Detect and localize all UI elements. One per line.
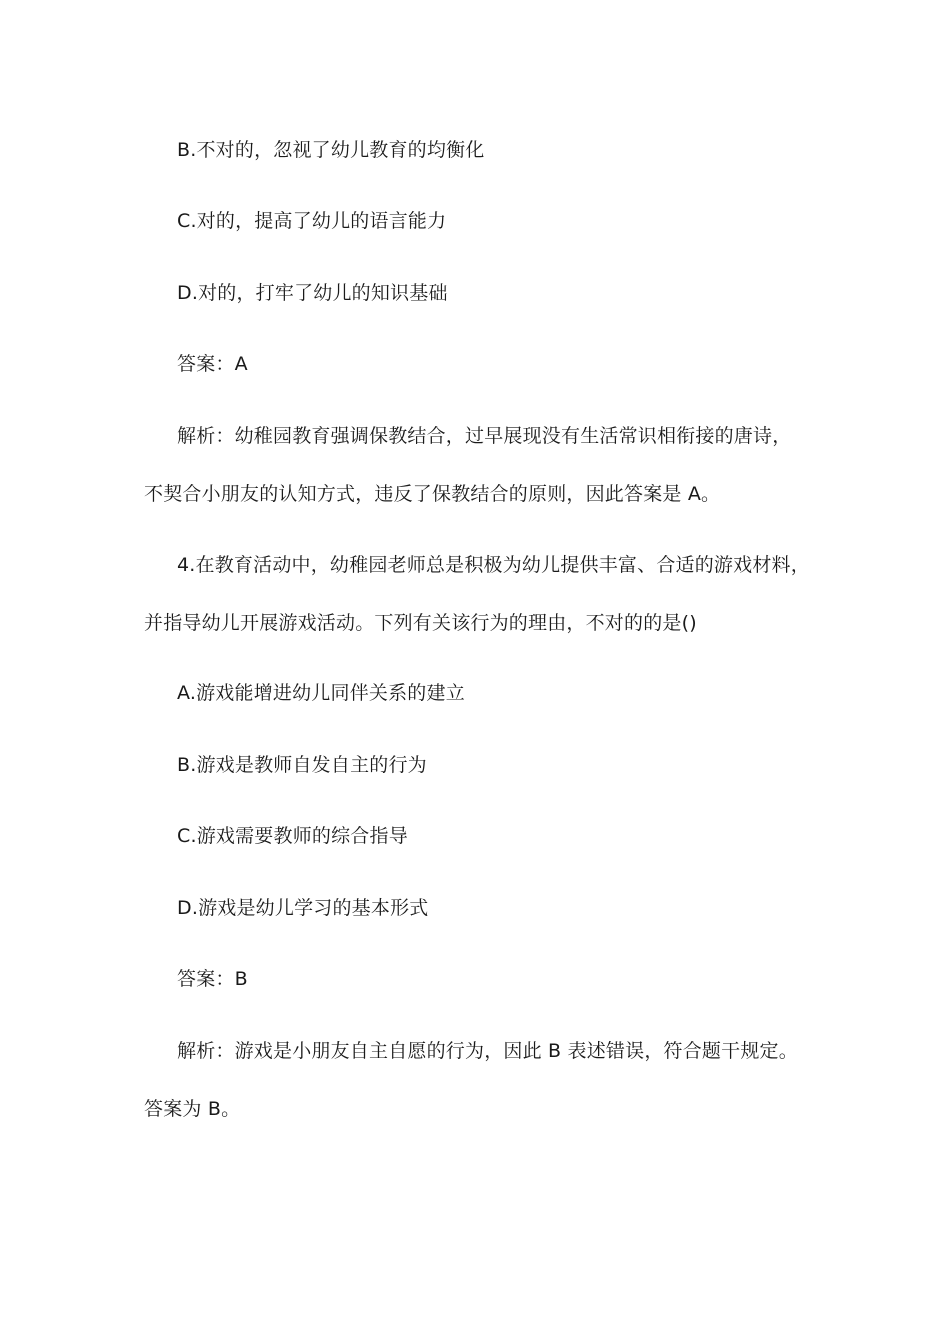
q4-question-line2: 并指导幼儿开展游戏活动。下列有关该行为的理由，不对的的是() <box>144 612 697 634</box>
q3-analysis-line2: 不契合小朋友的认知方式，违反了保教结合的原则，因此答案是 A。 <box>144 483 721 505</box>
q4-analysis-line2: 答案为 B。 <box>144 1098 241 1120</box>
q4-option-d: D.游戏是幼儿学习的基本形式 <box>177 897 429 919</box>
q4-analysis-line1: 解析：游戏是小朋友自主自愿的行为，因此 B 表述错误，符合题干规定。 <box>177 1040 798 1062</box>
q4-answer: 答案：B <box>177 968 248 990</box>
q3-analysis-line1: 解析：幼稚园教育强调保教结合，过早展现没有生活常识相衔接的唐诗， <box>177 425 792 447</box>
q4-question-line1: 4.在教育活动中，幼稚园老师总是积极为幼儿提供丰富、合适的游戏材料， <box>177 554 810 576</box>
q4-option-a: A.游戏能增进幼儿同伴关系的建立 <box>177 682 465 704</box>
q3-option-d: D.对的，打牢了幼儿的知识基础 <box>177 282 448 304</box>
q4-option-b: B.游戏是教师自发自主的行为 <box>177 754 427 776</box>
q3-option-c: C.对的，提高了幼儿的语言能力 <box>177 210 447 232</box>
q3-answer: 答案：A <box>177 353 248 375</box>
q4-option-c: C.游戏需要教师的综合指导 <box>177 825 408 847</box>
q3-option-b: B.不对的，忽视了幼儿教育的均衡化 <box>177 139 485 161</box>
